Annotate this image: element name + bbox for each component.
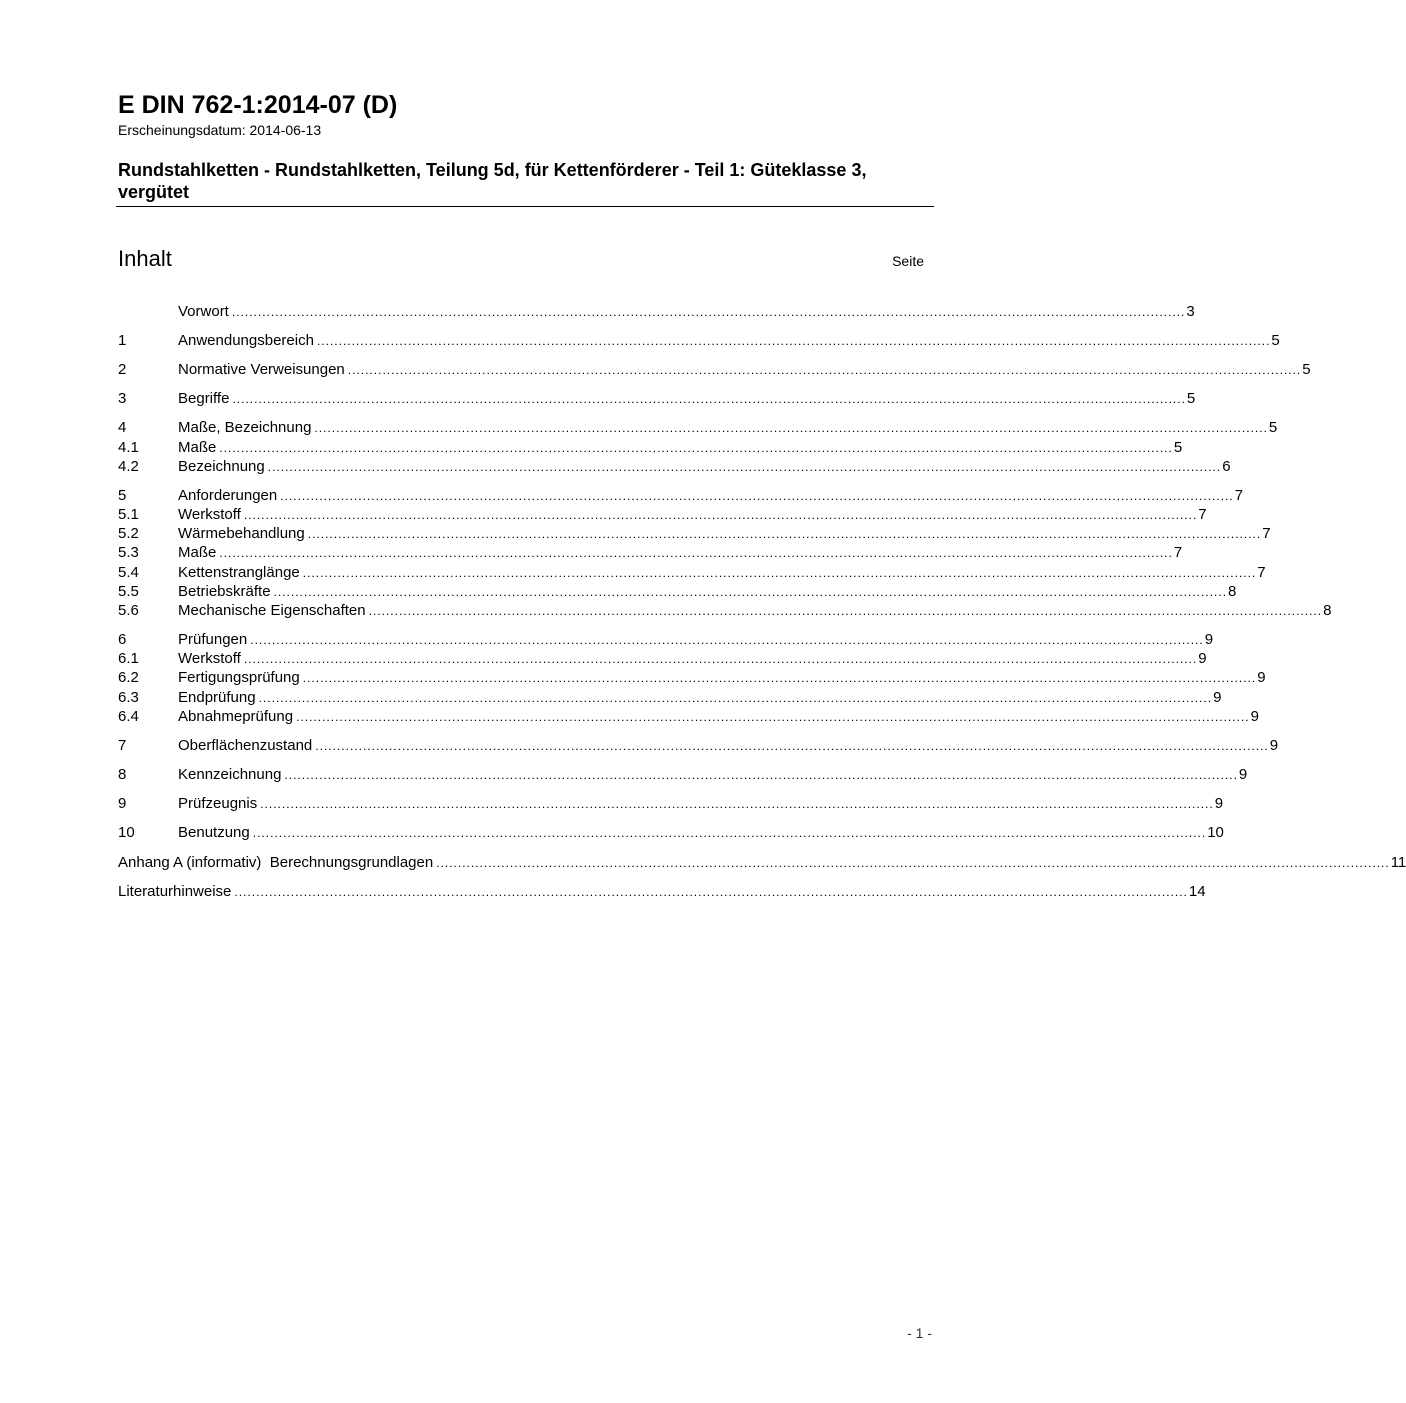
toc-entry-page: 9 (1257, 669, 1266, 686)
toc-entry-page: 7 (1198, 506, 1207, 523)
toc-dot-leader: ............................................................................................................................................................................................................................ (314, 421, 1268, 435)
toc-dot-leader: ............................................................................................................................................................................................................................ (296, 710, 1250, 724)
toc-entry[interactable] (118, 794, 1224, 813)
toc-entry-page: 6 (1222, 458, 1231, 475)
toc-entry[interactable] (118, 543, 1183, 562)
toc-entry[interactable] (118, 707, 1259, 726)
toc-heading: Inhalt (118, 246, 172, 271)
toc-entry-label: Maße (178, 544, 217, 561)
toc-entry-page: 8 (1228, 583, 1237, 600)
toc-entry-label: Literaturhinweise (118, 883, 232, 900)
toc-dot-leader: ............................................................................................................................................................................................................................ (436, 856, 1390, 870)
toc-entry-label: Bezeichnung (178, 458, 265, 475)
toc-dot-leader: ............................................................................................................................................................................................................................ (267, 460, 1222, 474)
toc-dot-leader: ............................................................................................................................................................................................................................ (250, 633, 1204, 647)
toc-entry-page: 7 (1234, 487, 1244, 504)
toc-entry-number: 6.2 (118, 669, 139, 686)
toc-dot-leader: ............................................................................................................................................................................................................................ (219, 441, 1173, 455)
toc-dot-leader: ............................................................................................................................................................................................................................ (302, 671, 1257, 685)
toc-entry-number: 5.3 (118, 544, 139, 561)
toc-dot-leader: ............................................................................................................................................................................................................................ (368, 604, 1323, 618)
toc-entry[interactable] (118, 486, 1244, 505)
toc-entry[interactable] (118, 853, 1406, 872)
toc-entry-label: Betriebskräfte (178, 583, 271, 600)
toc-entry-page: 8 (1323, 602, 1332, 619)
toc-entry-label: Werkstoff (178, 506, 241, 523)
toc-entry-label: Normative Verweisungen (178, 361, 345, 378)
toc-entry-page: 9 (1198, 650, 1207, 667)
toc-dot-leader: ............................................................................................................................................................................................................................ (302, 566, 1257, 580)
toc-dot-leader: ............................................................................................................................................................................................................................ (307, 527, 1262, 541)
publication-date: Erscheinungsdatum: 2014-06-13 (118, 122, 322, 138)
toc-page-column-heading: Seite (892, 253, 924, 269)
toc-dot-leader: ............................................................................................................................................................................................................................ (243, 508, 1198, 522)
toc-entry-label: Maße (178, 439, 217, 456)
toc-entry-label: Anhang A (informativ) Berechnungsgrundlagen (118, 854, 434, 871)
toc-entry-page: 11 (1390, 854, 1406, 871)
toc-entry[interactable] (118, 582, 1237, 601)
page-number: - 1 - (907, 1325, 932, 1341)
toc-entry-number: 9 (118, 795, 127, 812)
toc-entry[interactable] (118, 823, 1224, 842)
toc-dot-leader: ............................................................................................................................................................................................................................ (258, 691, 1213, 705)
toc-entry-number: 5.2 (118, 525, 139, 542)
toc-entry-number: 4.2 (118, 458, 139, 475)
toc-entry[interactable] (118, 457, 1231, 476)
toc-dot-leader: ............................................................................................................................................................................................................................ (347, 363, 1302, 377)
toc-entry[interactable] (118, 360, 1311, 379)
toc-entry-label: Begriffe (178, 390, 230, 407)
toc-entry[interactable] (118, 302, 1195, 321)
toc-entry-label: Anwendungsbereich (178, 332, 314, 349)
toc-entry-page: 5 (1302, 361, 1311, 378)
toc-entry-label: Vorwort (178, 303, 229, 320)
toc-entry-number: 6.4 (118, 708, 139, 725)
toc-entry-page: 3 (1186, 303, 1195, 320)
toc-entry-number: 5.1 (118, 506, 139, 523)
toc-entry-number: 4 (118, 419, 127, 436)
toc-entry-label: Kennzeichnung (178, 766, 282, 783)
toc-entry[interactable] (118, 736, 1279, 755)
toc-entry[interactable] (118, 438, 1183, 457)
toc-entry-page: 9 (1213, 689, 1222, 706)
toc-entry-label: Prüfungen (178, 631, 248, 648)
toc-entry[interactable] (118, 765, 1248, 784)
title-divider (116, 206, 934, 207)
toc-dot-leader: ............................................................................................................................................................................................................................ (260, 797, 1214, 811)
toc-entry[interactable] (118, 882, 1206, 901)
toc-dot-leader: ............................................................................................................................................................................................................................ (252, 826, 1207, 840)
toc-dot-leader: ............................................................................................................................................................................................................................ (219, 546, 1173, 560)
toc-dot-leader: ............................................................................................................................................................................................................................ (316, 334, 1271, 348)
toc-entry-label: Werkstoff (178, 650, 241, 667)
toc-entry-number: 6.1 (118, 650, 139, 667)
toc-entry-number: 3 (118, 390, 127, 407)
toc-entry-label: Mechanische Eigenschaften (178, 602, 366, 619)
toc-entry-number: 8 (118, 766, 127, 783)
toc-dot-leader: ............................................................................................................................................................................................................................ (231, 305, 1186, 319)
toc-entry-label: Fertigungsprüfung (178, 669, 300, 686)
toc-entry-number: 6.3 (118, 689, 139, 706)
toc-entry-number: 5 (118, 487, 127, 504)
toc-dot-leader: ............................................................................................................................................................................................................................ (273, 585, 1228, 599)
toc-entry[interactable] (118, 601, 1332, 620)
toc-entry-page: 14 (1188, 883, 1206, 900)
toc-entry-number: 5.6 (118, 602, 139, 619)
toc-entry-page: 10 (1207, 824, 1224, 841)
document-title: E DIN 762-1:2014-07 (D) (118, 91, 398, 119)
toc-entry-label: Anforderungen (178, 487, 278, 504)
toc-entry[interactable] (118, 524, 1271, 543)
toc-entry-number: 5.4 (118, 564, 139, 581)
toc-entry[interactable] (118, 688, 1222, 707)
toc-entry-number: 7 (118, 737, 127, 754)
toc-entry-page: 7 (1173, 544, 1183, 561)
toc-entry[interactable] (118, 331, 1280, 350)
toc-entry-page: 5 (1271, 332, 1280, 349)
toc-dot-leader: ............................................................................................................................................................................................................................ (280, 489, 1234, 503)
toc-entry-number: 2 (118, 361, 127, 378)
toc-dot-leader: ............................................................................................................................................................................................................................ (234, 885, 1188, 899)
toc-entry[interactable] (118, 389, 1196, 408)
toc-entry-number: 4.1 (118, 439, 139, 456)
toc-entry-number: 10 (118, 824, 135, 841)
toc-entry-page: 7 (1262, 525, 1271, 542)
toc-dot-leader: ............................................................................................................................................................................................................................ (232, 392, 1186, 406)
toc-entry-page: 9 (1238, 766, 1248, 783)
toc-entry-label: Abnahmeprüfung (178, 708, 294, 725)
toc-entry-label: Oberflächenzustand (178, 737, 313, 754)
toc-entry-page: 5 (1186, 390, 1196, 407)
toc-entry-page: 5 (1173, 439, 1183, 456)
toc-entry-label: Kettenstranglänge (178, 564, 300, 581)
toc-entry-label: Wärmebehandlung (178, 525, 305, 542)
toc-entry-label: Benutzung (178, 824, 250, 841)
toc-entry[interactable] (118, 563, 1266, 582)
toc-entry-page: 7 (1257, 564, 1266, 581)
toc-entry-label: Endprüfung (178, 689, 256, 706)
toc-entry-label: Maße, Bezeichnung (178, 419, 312, 436)
toc-entry-label: Prüfzeugnis (178, 795, 258, 812)
toc-dot-leader: ............................................................................................................................................................................................................................ (284, 768, 1238, 782)
document-subtitle: Rundstahlketten - Rundstahlketten, Teilung 5d, für Kettenförderer - Teil 1: Güteklasse 3, vergütet (118, 160, 867, 202)
toc-entry[interactable] (118, 649, 1207, 668)
toc-entry-page: 9 (1250, 708, 1259, 725)
toc-entry[interactable] (118, 668, 1266, 687)
toc-entry-page: 9 (1204, 631, 1214, 648)
toc-dot-leader: ............................................................................................................................................................................................................................ (315, 739, 1269, 753)
toc-entry[interactable] (118, 505, 1207, 524)
toc-entry[interactable] (118, 630, 1214, 649)
toc-dot-leader: ............................................................................................................................................................................................................................ (243, 652, 1198, 666)
toc-entry[interactable] (118, 418, 1278, 437)
toc-entry-number: 1 (118, 332, 127, 349)
toc-entry-page: 9 (1269, 737, 1279, 754)
toc-entry-number: 5.5 (118, 583, 139, 600)
toc-entry-number: 6 (118, 631, 127, 648)
toc-entry-page: 9 (1214, 795, 1224, 812)
toc-entry-page: 5 (1268, 419, 1278, 436)
